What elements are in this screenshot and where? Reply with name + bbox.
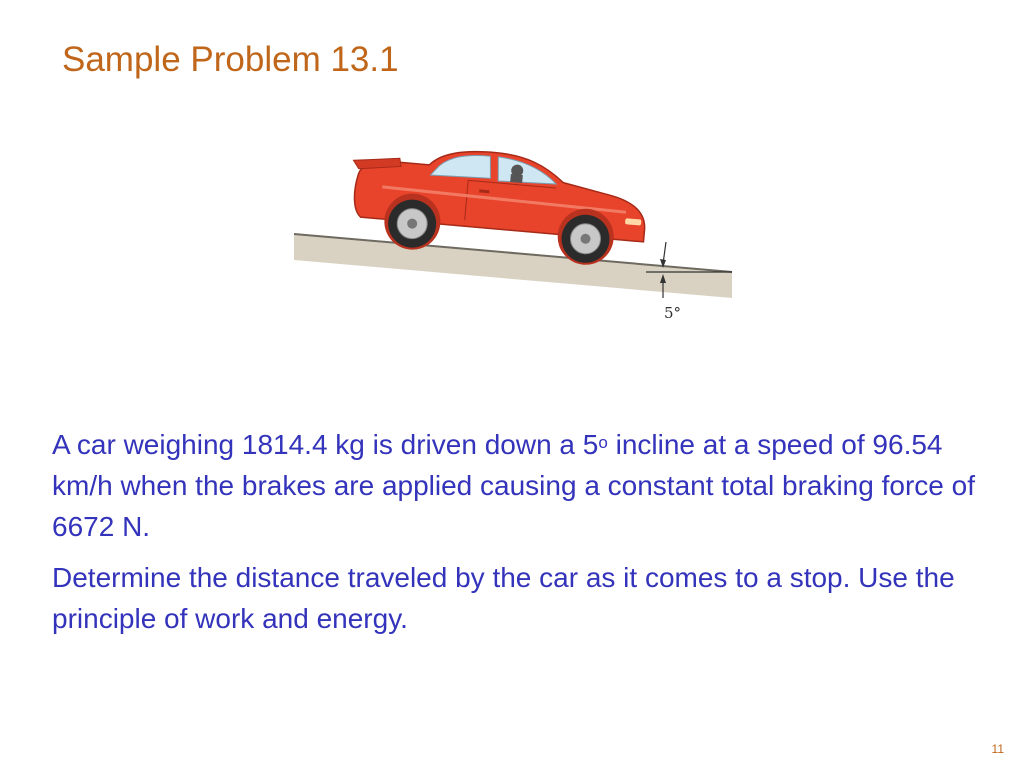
- car-on-incline-figure: [286, 146, 746, 336]
- incline-diagram: [286, 146, 746, 336]
- degree-superscript: o: [598, 433, 608, 452]
- problem-paragraph-2: Determine the distance traveled by the car as it comes to a stop. Use the principle of work and energy.: [52, 562, 955, 634]
- slide-title: Sample Problem 13.1: [62, 40, 399, 79]
- page-number: 11: [991, 742, 1004, 756]
- paragraph1-text-start: A car weighing 1814.4 kg is driven down a 5: [52, 429, 599, 460]
- angle-label: 5°: [664, 304, 682, 322]
- paragraph1-text-end: incline at a speed of 96.54 km/h when the brakes are applied causing a constant total braking force of 6672 N.: [52, 429, 975, 542]
- problem-paragraph-1: [52, 424, 982, 547]
- problem-statement: [52, 424, 982, 649]
